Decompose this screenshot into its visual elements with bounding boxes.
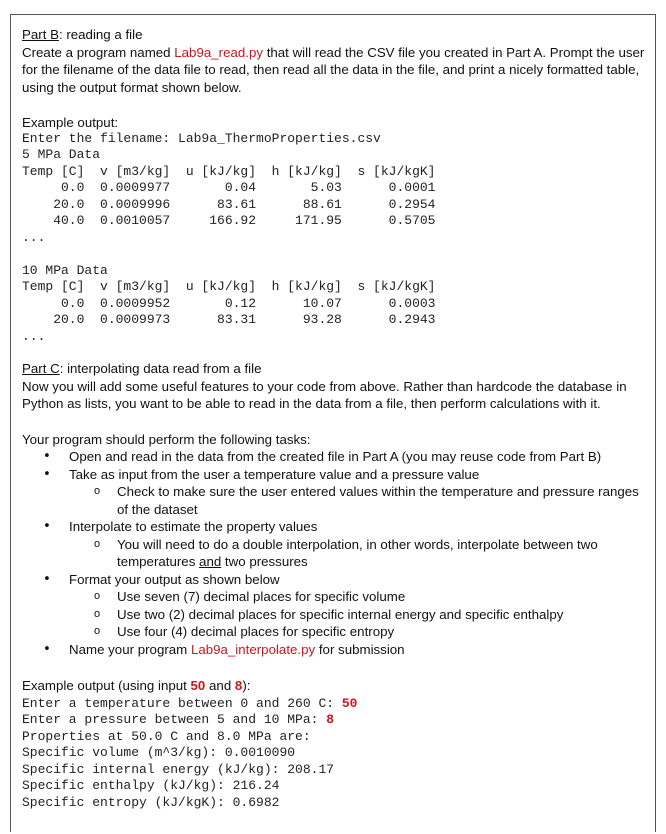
output-line: [22, 246, 652, 263]
result-line: Properties at 50.0 C and 8.0 MPa are:: [22, 728, 311, 744]
result-line: Specific entropy (kJ/kgK): 0.6982: [22, 794, 280, 810]
part-b-desc-end: that will read the CSV file you created in Part A. Prompt the user for the filename of the data file to read, then read all the data in the file, and print a nicely formatted table, using the output format shown below.: [22, 44, 645, 95]
subtask-item: o Check to make sure the user entered values within the temperature and pressure ranges of the dataset: [22, 483, 652, 518]
part-b-example-output: [22, 131, 652, 346]
subtask-and-underlined: and: [199, 554, 222, 569]
part-c-description: Now you will add some useful features to your code from above. Rather than hardcode the database in Python as lists, you want to be able to read in the data from a file, then perform calculations with it.: [22, 378, 627, 411]
output-line: Enter the filename: Lab9a_ThermoProperties.csv: [22, 130, 381, 146]
temperature-prompt-line: [22, 696, 652, 713]
part-b-example-label: Example output:: [22, 115, 119, 130]
pressure-input: 8: [326, 712, 335, 727]
result-line: Specific enthalpy (kJ/kg): 216.24: [22, 778, 280, 793]
pressure-prompt-line: [22, 712, 652, 729]
example-label-start: Example output (using input: [22, 678, 191, 693]
part-c-example-label: [22, 677, 652, 695]
example-temp-value: 50: [190, 678, 206, 693]
output-line: 0.0 0.0009977 0.04 5.03 0.0001: [22, 180, 436, 195]
part-b-description: [22, 44, 652, 97]
subtask-text-end: two pressures: [221, 554, 308, 569]
output-line: 10 MPa Data: [22, 262, 108, 278]
subtask-item: o Use four (4) decimal places for specific entropy: [22, 623, 652, 641]
subtask-item: o Use seven (7) decimal places for specific volume: [22, 588, 652, 606]
example-label-end: ):: [242, 678, 251, 693]
output-line: ...: [22, 229, 46, 245]
temperature-input: 50: [341, 695, 358, 711]
part-c-example-output: [22, 696, 652, 812]
task-item: • Interpolate to estimate the property values: [22, 518, 652, 536]
lab9a-interpolate-filename: Lab9a_interpolate.py: [190, 641, 316, 657]
document-page: [10, 14, 656, 832]
output-line: 5 MPa Data: [22, 147, 101, 162]
output-line: ...: [22, 328, 46, 344]
output-line: 40.0 0.0010057 166.92 171.95 0.5705: [22, 213, 436, 228]
part-c-title: : interpolating data read from a file: [59, 361, 262, 376]
part-b-heading: [22, 26, 652, 44]
result-lines: [22, 729, 652, 812]
part-c-heading: [22, 360, 652, 378]
example-pressure-value: 8: [234, 678, 243, 693]
document-content: [22, 26, 652, 811]
output-line: Temp [C] v [m3/kg] u [kJ/kg] h [kJ/kg] s [kJ/kgK]: [22, 163, 436, 179]
part-b-desc-start: Create a program named: [22, 44, 175, 60]
task-item: [22, 641, 652, 659]
task-item: • Open and read in the data from the created file in Part A (you may reuse code from Part B): [22, 448, 652, 466]
task-item: • Format your output as shown below: [22, 571, 652, 589]
part-b-title: : reading a file: [58, 27, 143, 42]
example-and: and: [205, 678, 235, 693]
output-line: Temp [C] v [m3/kg] u [kJ/kg] h [kJ/kg] s [kJ/kgK]: [22, 279, 436, 294]
output-line: 20.0 0.0009996 83.61 88.61 0.2954: [22, 196, 436, 212]
result-line: Specific volume (m^3/kg): 0.0010090: [22, 745, 296, 760]
task-list: [22, 448, 652, 658]
lab9a-read-filename: Lab9a_read.py: [174, 44, 263, 60]
output-line: 20.0 0.0009973 83.31 93.28 0.2943: [22, 312, 436, 327]
temperature-prompt: Enter a temperature between 0 and 260 C:: [22, 695, 342, 711]
tasks-intro: Your program should perform the following tasks:: [22, 431, 311, 447]
output-line: 0.0 0.0009952 0.12 10.07 0.0003: [22, 295, 436, 311]
task-text-end: for submission: [315, 641, 405, 657]
part-c-label: Part C: [22, 361, 60, 376]
subtask-item: o Use two (2) decimal places for specific internal energy and specific enthalpy: [22, 606, 652, 624]
subtask-text: You will need to do a double interpolation, in other words, interpolate between two temperatures: [117, 536, 598, 569]
pressure-prompt: Enter a pressure between 5 and 10 MPa:: [22, 712, 327, 727]
subtask-item: [22, 536, 652, 571]
part-b-label: Part B: [22, 27, 59, 42]
result-line: Specific internal energy (kJ/kg): 208.17: [22, 761, 335, 777]
task-text: Name your program: [69, 641, 191, 657]
task-item: • Take as input from the user a temperature value and a pressure value: [22, 466, 652, 484]
